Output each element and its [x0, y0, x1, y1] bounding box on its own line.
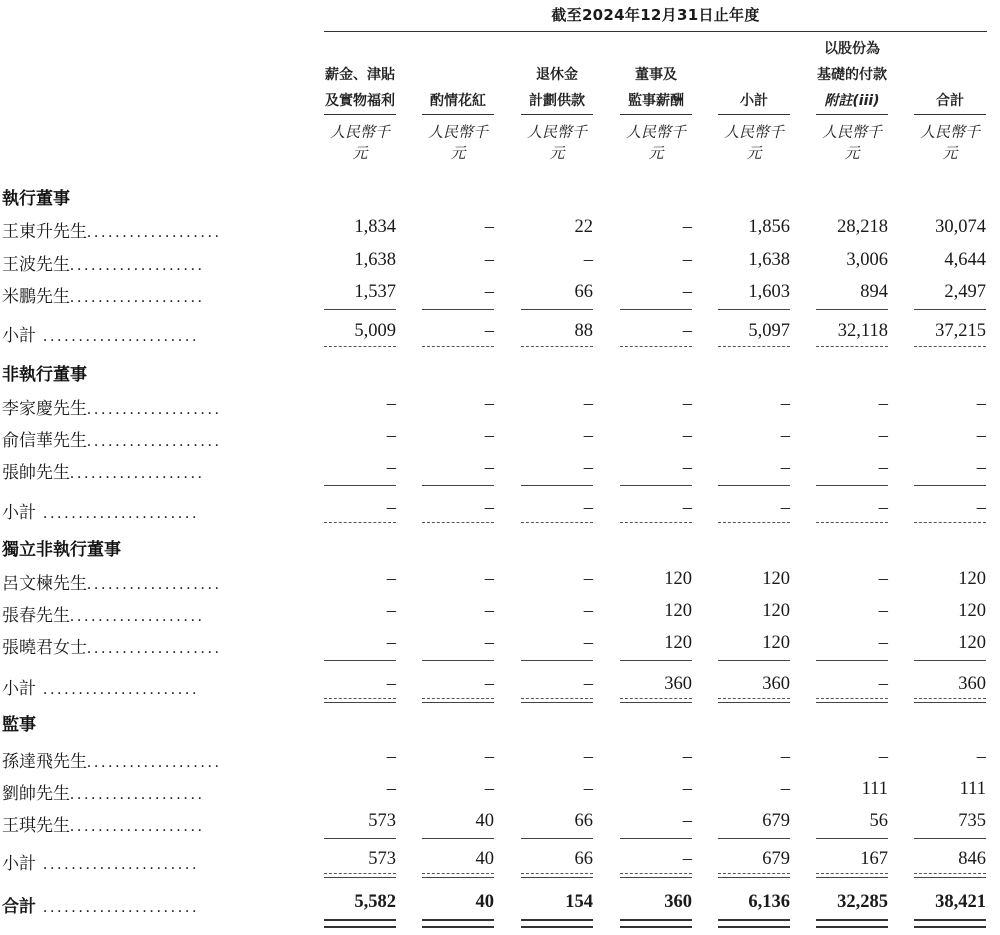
table-cell: – [878, 394, 888, 414]
row-name: 張春先生 [2, 606, 70, 626]
row-name: 小計 [2, 326, 36, 346]
dashed-underline [914, 522, 986, 523]
table-row-label [2, 747, 298, 772]
table-cell: – [484, 633, 494, 653]
dashed-underline [521, 522, 593, 523]
single-underline [521, 838, 593, 839]
column-header-rule [718, 114, 790, 115]
table-cell: – [976, 747, 986, 767]
table-cell: – [386, 458, 396, 478]
dashed-underline [422, 346, 494, 347]
table-cell: – [878, 674, 888, 694]
single-underline [816, 309, 888, 310]
dashed-underline [422, 522, 494, 523]
dashed-underline [521, 346, 593, 347]
table-cell: – [878, 747, 888, 767]
dashed-underline [324, 346, 396, 347]
table-cell: 30,074 [935, 217, 986, 237]
table-cell: 1,603 [748, 282, 790, 302]
subtotal-row-label [2, 674, 298, 699]
table-cell: – [682, 217, 692, 237]
table-row-label [2, 426, 298, 451]
table-row-label [2, 394, 298, 419]
table-cell: – [484, 498, 494, 518]
double-underline [324, 919, 396, 928]
unit-label: 人民幣千元 [919, 125, 980, 162]
dashdouble-underline [324, 698, 396, 703]
dashdouble-underline [816, 873, 888, 878]
leader-dots: ................... [70, 818, 205, 835]
table-cell: 167 [860, 849, 888, 869]
column-header-rule [620, 114, 692, 115]
column-header-line: 董事及 [635, 67, 677, 83]
table-cell: 56 [869, 811, 888, 831]
column-header-line: 退休金 [536, 67, 578, 83]
leader-dots: ...................... [36, 899, 200, 916]
table-cell: – [484, 601, 494, 621]
table-cell: – [976, 394, 986, 414]
table-cell: 37,215 [935, 321, 986, 341]
table-cell: – [682, 779, 692, 799]
section-title: 獨立非執行董事 [2, 540, 121, 560]
table-cell: 5,097 [748, 321, 790, 341]
table-cell: – [386, 747, 396, 767]
table-row-label [2, 779, 298, 804]
table-cell: – [682, 282, 692, 302]
unit-label: 人民幣千元 [625, 125, 686, 162]
table-cell: 679 [762, 811, 790, 831]
table-cell: – [484, 569, 494, 589]
table-cell: – [583, 426, 593, 446]
table-cell: – [682, 458, 692, 478]
table-cell: – [484, 217, 494, 237]
table-cell: – [386, 426, 396, 446]
row-name: 劉帥先生 [2, 784, 70, 804]
table-cell: – [583, 747, 593, 767]
period-title: 截至2024年12月31日止年度 [551, 6, 760, 24]
column-header [521, 0, 593, 162]
leader-dots: ...................... [36, 856, 200, 873]
table-cell: – [780, 498, 790, 518]
single-underline [914, 309, 986, 310]
table-cell: 360 [958, 674, 986, 694]
column-header-line: 合計 [936, 93, 964, 109]
table-cell: 38,421 [935, 892, 986, 912]
table-cell: – [484, 321, 494, 341]
table-row-label [2, 217, 298, 242]
table-cell: – [583, 569, 593, 589]
leader-dots: ................... [70, 786, 205, 803]
single-underline [620, 485, 692, 486]
column-header-rule [521, 114, 593, 115]
table-row-label [2, 458, 298, 483]
row-name: 王波先生 [2, 255, 70, 275]
dashdouble-underline [816, 698, 888, 703]
unit-label: 人民幣千元 [427, 125, 488, 162]
table-cell: – [583, 458, 593, 478]
dashed-underline [620, 522, 692, 523]
table-cell: – [484, 779, 494, 799]
table-cell: – [386, 498, 396, 518]
row-name: 合計 [2, 897, 36, 917]
dashdouble-underline [718, 873, 790, 878]
subtotal-row-label [2, 321, 298, 346]
leader-dots: ...................... [36, 328, 200, 345]
table-cell: – [484, 282, 494, 302]
table-cell: – [682, 321, 692, 341]
single-underline [914, 660, 986, 661]
table-cell: – [583, 601, 593, 621]
table-cell: 120 [664, 633, 692, 653]
table-cell: – [583, 779, 593, 799]
dashdouble-underline [914, 698, 986, 703]
column-header [816, 0, 888, 162]
table-row-label [2, 633, 298, 658]
table-row-label [2, 601, 298, 626]
leader-dots: ................... [87, 576, 222, 593]
double-underline [914, 919, 986, 928]
table-cell: – [583, 633, 593, 653]
subtotal-row-label [2, 849, 298, 874]
table-row-label [2, 282, 298, 307]
single-underline [718, 838, 790, 839]
table-cell: 32,285 [837, 892, 888, 912]
leader-dots: ................... [70, 257, 205, 274]
table-cell: – [682, 849, 692, 869]
table-cell: – [386, 633, 396, 653]
dashdouble-underline [422, 698, 494, 703]
table-cell: – [484, 747, 494, 767]
leader-dots: ................... [70, 289, 205, 306]
single-underline [816, 838, 888, 839]
table-cell: – [878, 569, 888, 589]
row-name: 米鵬先生 [2, 287, 70, 307]
single-underline [718, 309, 790, 310]
column-header [718, 0, 790, 162]
column-header [620, 0, 692, 162]
table-cell: – [386, 779, 396, 799]
table-cell: 120 [664, 601, 692, 621]
table-cell: 4,644 [944, 250, 986, 270]
table-cell: – [976, 458, 986, 478]
single-underline [620, 660, 692, 661]
single-underline [620, 309, 692, 310]
table-cell: 40 [475, 849, 494, 869]
table-cell: – [386, 394, 396, 414]
table-cell: 360 [664, 892, 692, 912]
table-cell: 1,638 [748, 250, 790, 270]
table-cell: – [976, 498, 986, 518]
single-underline [816, 660, 888, 661]
table-cell: – [780, 426, 790, 446]
column-header-line: 小計 [740, 93, 768, 109]
column-header-line: 監事薪酬 [628, 93, 684, 109]
row-name: 小計 [2, 503, 36, 523]
row-name: 小計 [2, 854, 36, 874]
single-underline [324, 660, 396, 661]
single-underline [422, 309, 494, 310]
subtotal-row-label [2, 498, 298, 523]
leader-dots: ...................... [36, 681, 200, 698]
table-cell: 32,118 [837, 321, 888, 341]
table-cell: – [780, 458, 790, 478]
table-cell: 2,497 [944, 282, 986, 302]
table-cell: 846 [958, 849, 986, 869]
dashdouble-underline [521, 873, 593, 878]
table-cell: – [583, 250, 593, 270]
table-cell: – [386, 601, 396, 621]
dashed-underline [324, 522, 396, 523]
table-cell: 66 [574, 811, 593, 831]
table-row-label [2, 569, 298, 594]
table-cell: 573 [368, 811, 396, 831]
dashed-underline [914, 346, 986, 347]
table-cell: 22 [574, 217, 593, 237]
table-cell: 120 [958, 633, 986, 653]
unit-label: 人民幣千元 [329, 125, 390, 162]
table-cell: – [583, 498, 593, 518]
column-header [422, 0, 494, 162]
table-cell: 120 [762, 601, 790, 621]
single-underline [521, 660, 593, 661]
table-cell: – [682, 250, 692, 270]
table-cell: 120 [762, 569, 790, 589]
column-header-line: 附註(iii) [824, 93, 880, 109]
column-header [914, 0, 986, 162]
column-header-line: 薪金、津貼 [325, 67, 395, 83]
table-cell: – [682, 747, 692, 767]
single-underline [718, 660, 790, 661]
single-underline [914, 838, 986, 839]
dashed-underline [620, 346, 692, 347]
row-name: 王東升先生 [2, 222, 87, 242]
dashed-underline [816, 522, 888, 523]
single-underline [324, 485, 396, 486]
single-underline [914, 485, 986, 486]
unit-label: 人民幣千元 [821, 125, 882, 162]
column-header-line: 酌情花紅 [430, 93, 486, 109]
table-cell: – [386, 569, 396, 589]
leader-dots: ................... [70, 465, 205, 482]
table-cell: 573 [368, 849, 396, 869]
single-underline [816, 485, 888, 486]
single-underline [324, 838, 396, 839]
row-name: 小計 [2, 679, 36, 699]
table-cell: – [682, 426, 692, 446]
table-cell: – [484, 674, 494, 694]
table-cell: 111 [959, 779, 986, 799]
table-cell: – [484, 394, 494, 414]
section-title: 監事 [2, 715, 36, 735]
double-underline [422, 919, 494, 928]
leader-dots: ...................... [36, 505, 200, 522]
table-cell: – [878, 601, 888, 621]
column-header-line: 計劃供款 [529, 93, 585, 109]
dashdouble-underline [620, 873, 692, 878]
column-header-rule [324, 114, 396, 115]
table-cell: 120 [664, 569, 692, 589]
row-name: 李家慶先生 [2, 399, 87, 419]
grand-total-row-label [2, 892, 298, 917]
single-underline [422, 838, 494, 839]
leader-dots: ................... [87, 754, 222, 771]
table-cell: 6,136 [748, 892, 790, 912]
table-cell: – [583, 394, 593, 414]
dashdouble-underline [324, 873, 396, 878]
table-cell: 360 [762, 674, 790, 694]
dashdouble-underline [620, 698, 692, 703]
row-name: 孫達飛先生 [2, 752, 87, 772]
table-cell: 894 [860, 282, 888, 302]
table-cell: – [682, 811, 692, 831]
single-underline [324, 309, 396, 310]
table-cell: – [484, 458, 494, 478]
table-cell: 1,638 [354, 250, 396, 270]
single-underline [422, 485, 494, 486]
section-title: 非執行董事 [2, 365, 87, 385]
section-title: 執行董事 [2, 189, 70, 209]
single-underline [422, 660, 494, 661]
column-header-rule [914, 114, 986, 115]
table-cell: 120 [762, 633, 790, 653]
column-header [324, 0, 396, 162]
unit-label: 人民幣千元 [723, 125, 784, 162]
double-underline [521, 919, 593, 928]
column-header-line: 基礎的付款 [817, 67, 887, 83]
table-cell: 28,218 [837, 217, 888, 237]
table-cell: 735 [958, 811, 986, 831]
column-header-line: 以股份為 [824, 41, 880, 57]
table-cell: 1,856 [748, 217, 790, 237]
dashed-underline [718, 522, 790, 523]
single-underline [521, 485, 593, 486]
double-underline [718, 919, 790, 928]
single-underline [620, 838, 692, 839]
table-cell: 120 [958, 569, 986, 589]
leader-dots: ................... [87, 401, 222, 418]
table-cell: 1,537 [354, 282, 396, 302]
dashdouble-underline [521, 698, 593, 703]
dashed-underline [718, 346, 790, 347]
table-cell: 5,582 [354, 892, 396, 912]
table-row-label [2, 811, 298, 836]
column-header-rule [422, 114, 494, 115]
dashed-underline [816, 346, 888, 347]
row-name: 張帥先生 [2, 463, 70, 483]
dashdouble-underline [914, 873, 986, 878]
table-cell: – [878, 426, 888, 446]
column-header-line: 及實物福利 [325, 93, 395, 109]
table-cell: 40 [475, 811, 494, 831]
column-header-rule [816, 114, 888, 115]
row-name: 呂文楝先生 [2, 574, 87, 594]
table-cell: 40 [475, 892, 494, 912]
table-cell: 154 [565, 892, 593, 912]
table-cell: – [976, 426, 986, 446]
leader-dots: ................... [70, 608, 205, 625]
double-underline [816, 919, 888, 928]
table-cell: 360 [664, 674, 692, 694]
table-cell: – [484, 250, 494, 270]
table-cell: – [386, 674, 396, 694]
row-name: 俞信華先生 [2, 431, 87, 451]
table-cell: 120 [958, 601, 986, 621]
table-cell: – [682, 394, 692, 414]
table-cell: – [484, 426, 494, 446]
table-cell: 88 [574, 321, 593, 341]
table-cell: 111 [861, 779, 888, 799]
table-row-label [2, 250, 298, 275]
table-cell: 66 [574, 282, 593, 302]
table-cell: – [878, 498, 888, 518]
single-underline [521, 309, 593, 310]
table-cell: 3,006 [846, 250, 888, 270]
table-cell: – [780, 394, 790, 414]
table-cell: – [780, 779, 790, 799]
table-cell: 66 [574, 849, 593, 869]
table-cell: 1,834 [354, 217, 396, 237]
table-cell: 5,009 [354, 321, 396, 341]
dashdouble-underline [422, 873, 494, 878]
row-name: 王琪先生 [2, 816, 70, 836]
table-cell: – [583, 674, 593, 694]
table-cell: – [682, 498, 692, 518]
leader-dots: ................... [87, 640, 222, 657]
leader-dots: ................... [87, 224, 222, 241]
table-cell: – [878, 633, 888, 653]
table-cell: – [780, 747, 790, 767]
table-cell: – [878, 458, 888, 478]
dashdouble-underline [718, 698, 790, 703]
table-cell: 679 [762, 849, 790, 869]
unit-label: 人民幣千元 [526, 125, 587, 162]
double-underline [620, 919, 692, 928]
row-name: 張曉君女士 [2, 638, 87, 658]
leader-dots: ................... [87, 433, 222, 450]
single-underline [718, 485, 790, 486]
